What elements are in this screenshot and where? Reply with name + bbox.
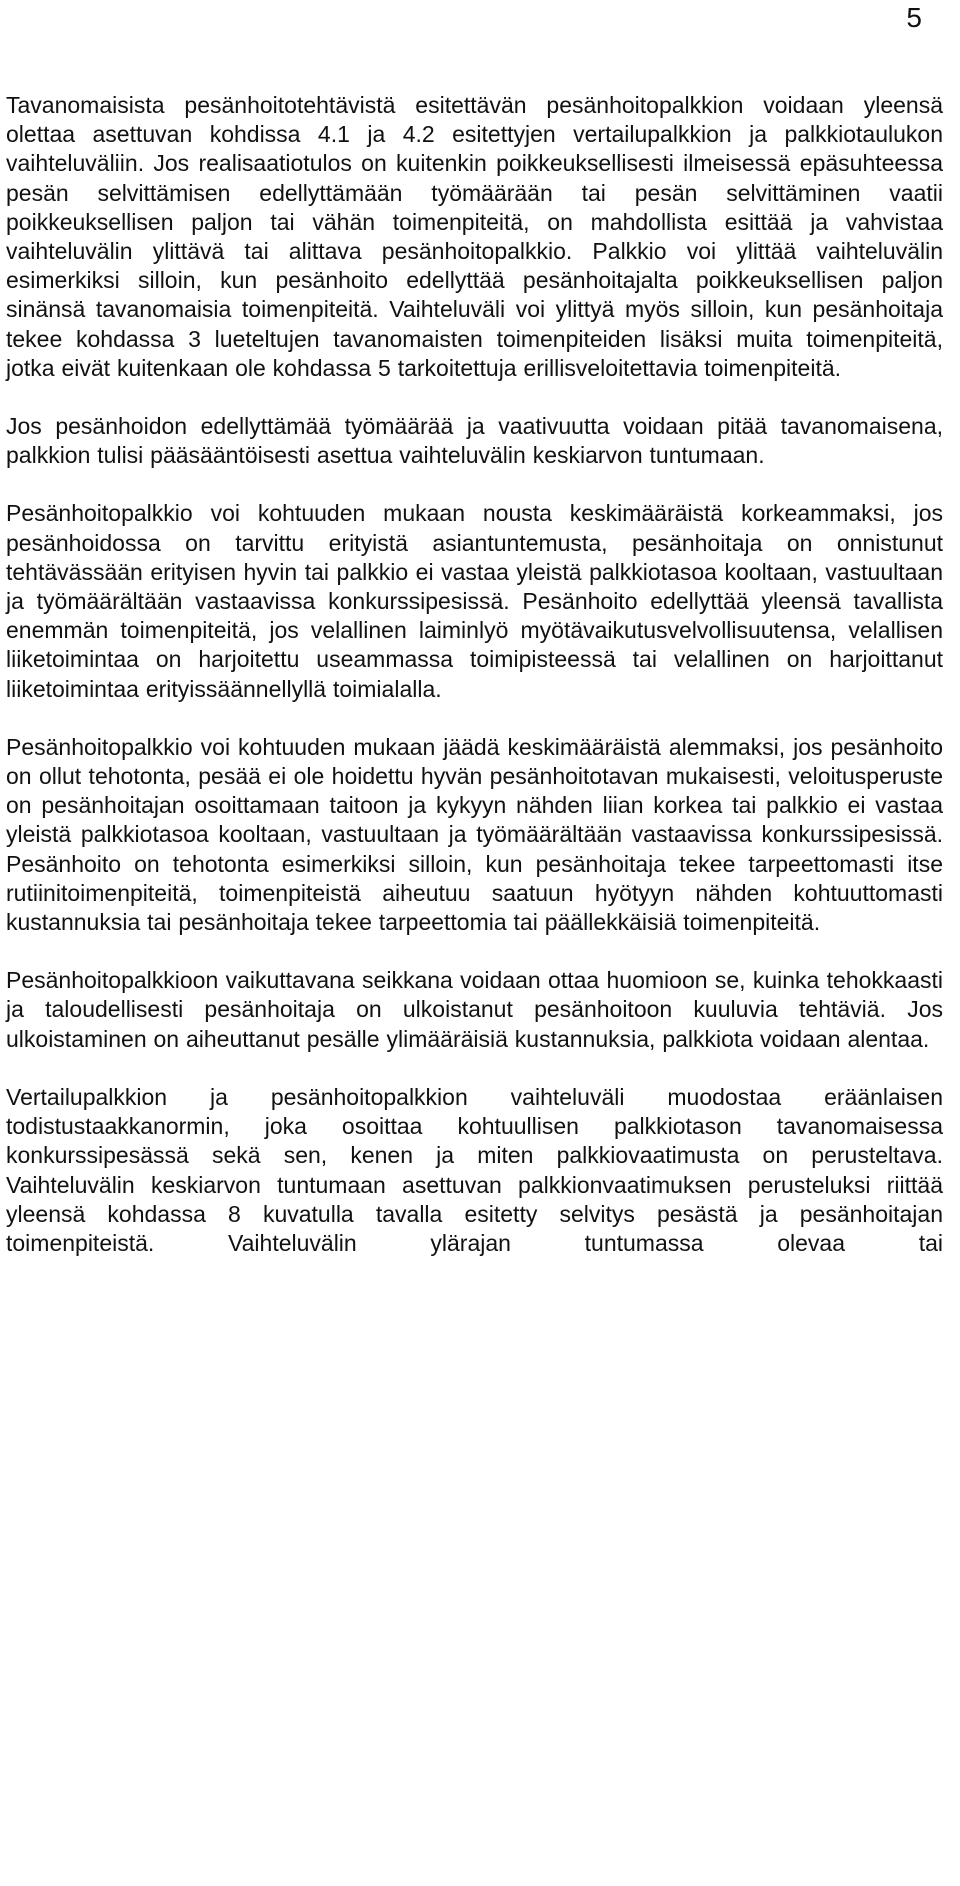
- paragraph-normal-workload: Jos pesänhoidon edellyttämää työmäärää ja vaativuutta voidaan pitää tavanomaisena, palkkion tulisi pääsääntöisesti asettua vaihteluvälin keskiarvon tuntumaan.: [6, 413, 943, 469]
- paragraph-fee-range: Tavanomaisista pesänhoitotehtävistä esitettävän pesänhoitopalkkion voidaan yleensä olettaa asettuvan kohdissa 4.1 ja 4.2 esitettyjen vertailupalkkion ja palkkiotaulukon vaihteluväliin. Jos realisaatiotulos on kuitenkin poikkeuksellisesti ilmeisessä epäsuhteessa pesän selvittämisen edellyttämään työmäärään tai pesän selvittäminen vaatii poikkeuksellisen paljon tai vähän toimenpiteitä, on mahdollista esittää ja vahvistaa vaihteluvälin ylittävä tai alittava pesänhoitopalkkio. Palkkio voi ylittää vaihteluvälin esimerkiksi silloin, kun pesänhoito edellyttää pesänhoitajalta poikkeuksellisen paljon sinänsä tavanomaisia toimenpiteitä. Vaihteluväli voi ylittyä myös silloin, kun pesänhoitaja tekee kohdassa 3 lueteltujen tavanomaisten toimenpiteiden lisäksi muita toimenpiteitä, jotka eivät kuitenkaan ole kohdassa 5 tarkoitettuja erillisveloitettavia toimenpiteitä.: [6, 92, 943, 381]
- paragraph-burden-of-proof: Vertailupalkkion ja pesänhoitopalkkion vaihteluväli muodostaa eräänlaisen todistustaakkanormin, joka osoittaa kohtuullisen palkkiotason tavanomaisessa konkurssipesässä sekä sen, kenen ja miten palkkiovaatimusta on perusteltava. Vaihteluvälin keskiarvon tuntumaan asettuvan palkkionvaatimuksen perusteluksi riittää yleensä kohdassa 8 kuvatulla tavalla esitetty selvitys pesästä ja pesänhoitajan toimenpiteistä. Vaihteluvälin ylärajan tuntumassa olevaa tai: [6, 1083, 943, 1256]
- page-number: 5: [906, 2, 922, 33]
- paragraph-higher-fee: Pesänhoitopalkkio voi kohtuuden mukaan nousta keskimääräistä korkeammaksi, jos pesänhoidossa on tarvittu erityistä asiantuntemusta, pesänhoitaja on onnistunut tehtävässään erityisen hyvin tai palkkio ei vastaa yleistä palkkiotasoa kooltaan, vastuultaan ja työmäärältään vastaavissa konkurssipesissä. Pesänhoito edellyttää yleensä tavallista enemmän toimenpiteitä, jos velallinen laiminlyö myötävaikutusvelvollisuutensa, velallisen liiketoimintaa on harjoitettu useammassa toimipisteessä tai velallinen on harjoittanut liiketoimintaa erityissäännellyllä toimialalla.: [6, 500, 943, 702]
- document-body: [6, 91, 943, 1258]
- paragraph-outsourcing: Pesänhoitopalkkioon vaikuttavana seikkana voidaan ottaa huomioon se, kuinka tehokkaasti ja taloudellisesti pesänhoitaja on ulkoistanut pesänhoitoon kuuluvia tehtäviä. Jos ulkoistaminen on aiheuttanut pesälle ylimääräisiä kustannuksia, palkkiota voidaan alentaa.: [6, 967, 943, 1052]
- paragraph-lower-fee: Pesänhoitopalkkio voi kohtuuden mukaan jäädä keskimääräistä alemmaksi, jos pesänhoito on ollut tehotonta, pesää ei ole hoidettu hyvän pesänhoitotavan mukaisesti, veloitusperuste on pesänhoitajan osoittamaan taitoon ja kykyyn nähden liian korkea tai palkkio ei vastaa yleistä palkkiotasoa kooltaan, vastuultaan ja työmäärältään vastaavissa konkurssipesissä. Pesänhoito on tehotonta esimerkiksi silloin, kun pesänhoitaja tekee tarpeettomasti itse rutiinitoimenpiteitä, toimenpiteistä aiheutuu saatuun hyötyyn nähden kohtuuttomasti kustannuksia tai pesänhoitaja tekee tarpeettomia tai päällekkäisiä toimenpiteitä.: [6, 733, 943, 936]
